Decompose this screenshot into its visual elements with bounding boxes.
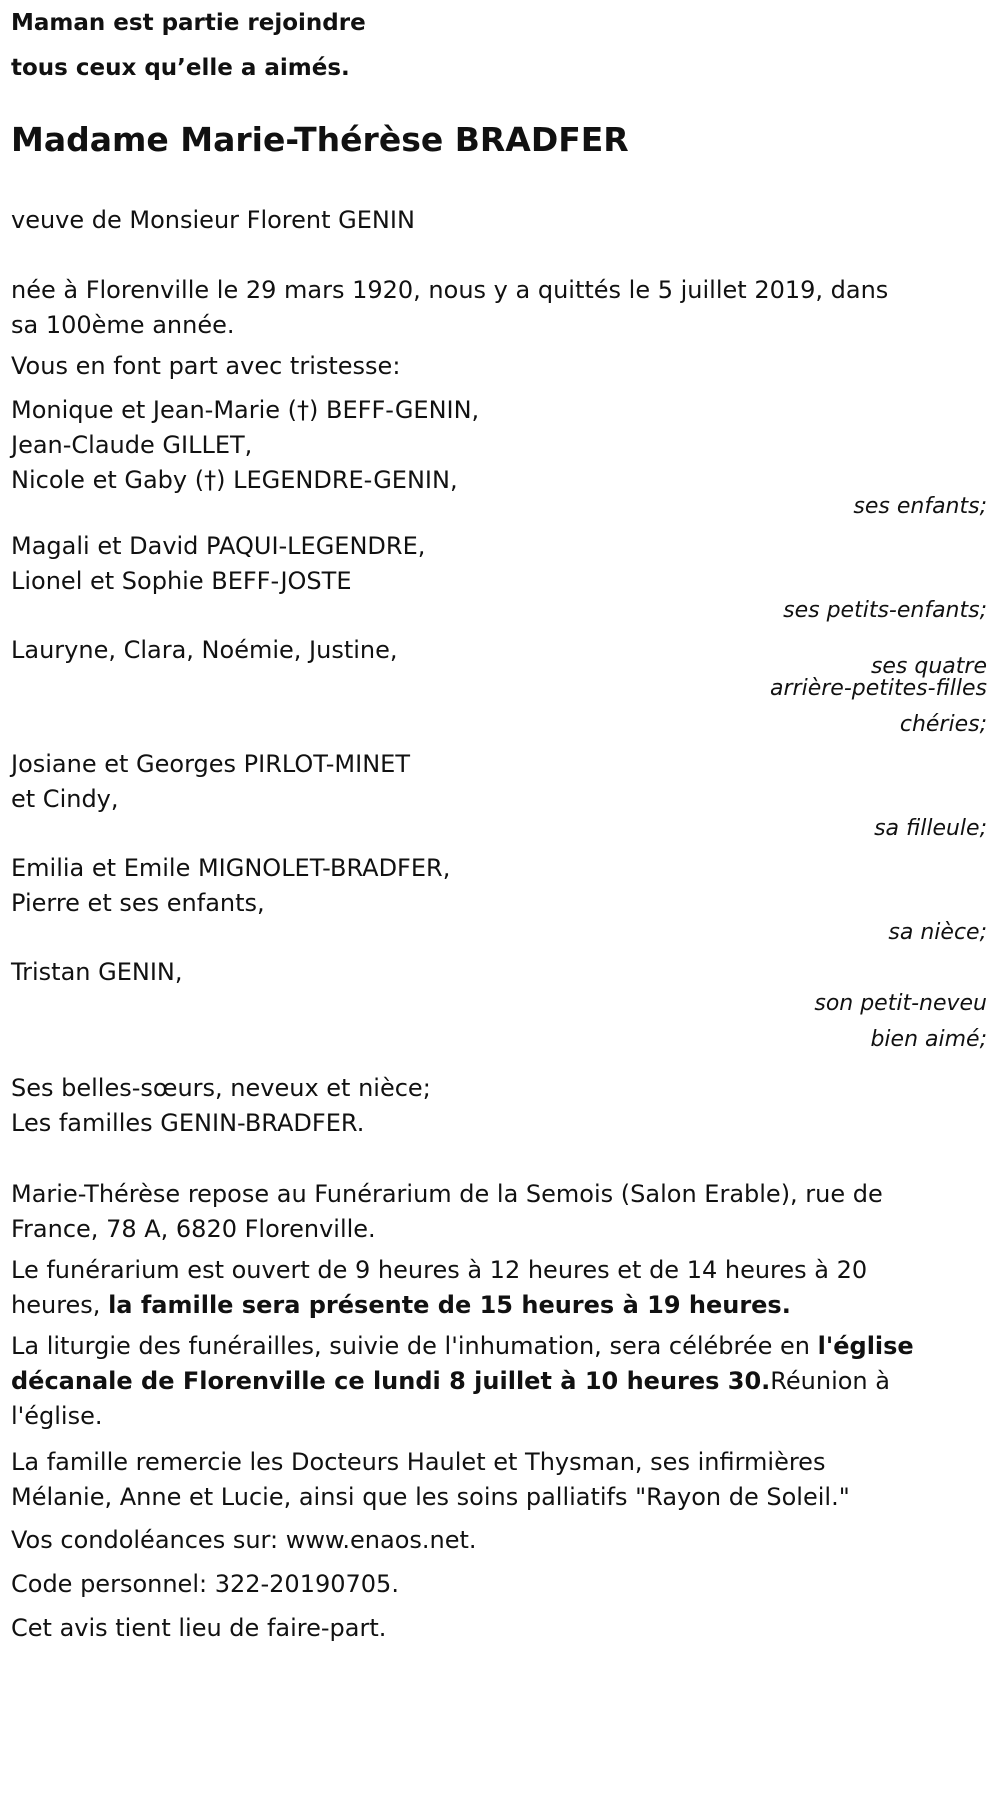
liturgy-paragraph xyxy=(11,1326,989,1436)
spouse-line: veuve de Monsieur Florent GENIN xyxy=(11,206,415,234)
relation-label: sa filleule; xyxy=(874,816,987,841)
relation-label: ses enfants; xyxy=(853,494,987,519)
repose-paragraph xyxy=(11,1174,989,1244)
family-names: Lauryne, Clara, Noémie, Justine, xyxy=(11,636,398,664)
family-names: Magali et David PAQUI-LEGENDRE, xyxy=(11,532,426,560)
relation-label: sa nièce; xyxy=(888,920,987,945)
relation-label: ses petits-enfants; xyxy=(783,598,987,623)
family-group xyxy=(11,390,989,520)
birth-death-line: sa 100ème année. xyxy=(11,311,235,339)
family-names: Monique et Jean-Marie (†) BEFF-GENIN, xyxy=(11,396,480,424)
hours-line xyxy=(11,1290,989,1320)
hours-line: Le funérarium est ouvert de 9 heures à 12 heures et de 14 heures à 20 xyxy=(11,1256,868,1284)
family-group xyxy=(11,630,989,738)
announcement: Vous en font part avec tristesse: xyxy=(11,352,401,380)
deceased-name: Madame Marie-Thérèse BRADFER xyxy=(11,120,629,159)
relation-label: arrière-petites-filles xyxy=(770,676,987,701)
liturgy-line xyxy=(11,1326,989,1366)
family-names: Pierre et ses enfants, xyxy=(11,889,265,917)
hours-paragraph xyxy=(11,1250,989,1320)
other-relatives-line: Les familles GENIN-BRADFER. xyxy=(11,1109,365,1137)
thanks-line: Mélanie, Anne et Lucie, ainsi que les soins palliatifs "Rayon de Soleil." xyxy=(11,1483,850,1511)
epigraph-line: tous ceux qu’elle a aimés. xyxy=(11,55,350,81)
liturgy-datetime: décanale de Florenville ce lundi 8 juillet à 10 heures 30. xyxy=(11,1367,771,1395)
relation-label: ses quatre xyxy=(870,654,987,679)
personal-code: Code personnel: 322-20190705. xyxy=(11,1570,399,1598)
condolences-line: Vos condoléances sur: www.enaos.net. xyxy=(11,1526,477,1554)
family-names: Tristan GENIN, xyxy=(11,958,183,986)
family-names: Nicole et Gaby (†) LEGENDRE-GENIN, xyxy=(11,466,458,494)
liturgy-place: l'église xyxy=(817,1332,914,1360)
family-group xyxy=(11,744,989,842)
notice-line: Cet avis tient lieu de faire-part. xyxy=(11,1614,387,1642)
family-group xyxy=(11,526,989,624)
family-list xyxy=(11,390,989,1058)
relation-label: son petit-neveu xyxy=(814,991,987,1016)
family-names: Emilia et Emile MIGNOLET-BRADFER, xyxy=(11,854,451,882)
epigraph-line: Maman est partie rejoindre xyxy=(11,10,366,36)
relation-label: bien aimé; xyxy=(870,1027,987,1052)
family-group xyxy=(11,848,989,946)
family-presence-hours: la famille sera présente de 15 heures à 19 heures. xyxy=(108,1291,791,1319)
repose-line: France, 78 A, 6820 Florenville. xyxy=(11,1215,376,1243)
family-names: Jean-Claude GILLET, xyxy=(11,431,253,459)
thanks-line: La famille remercie les Docteurs Haulet et Thysman, ses infirmières xyxy=(11,1448,826,1476)
liturgy-text: Réunion à xyxy=(770,1367,890,1395)
liturgy-text: La liturgie des funérailles, suivie de l'inhumation, sera célébrée en xyxy=(11,1332,818,1360)
relation-label: chéries; xyxy=(899,712,987,737)
family-names: Josiane et Georges PIRLOT-MINET xyxy=(11,750,410,778)
hours-text: heures, xyxy=(11,1291,109,1319)
thanks-paragraph xyxy=(11,1442,989,1512)
repose-line: Marie-Thérèse repose au Funérarium de la Semois (Salon Erable), rue de xyxy=(11,1180,883,1208)
birth-death-line: née à Florenville le 29 mars 1920, nous y a quittés le 5 juillet 2019, dans xyxy=(11,276,889,304)
other-relatives xyxy=(11,1068,989,1138)
liturgy-line: l'église. xyxy=(11,1402,103,1430)
family-names: et Cindy, xyxy=(11,785,119,813)
other-relatives-line: Ses belles-sœurs, neveux et nièce; xyxy=(11,1074,431,1102)
liturgy-line xyxy=(11,1366,989,1396)
family-names: Lionel et Sophie BEFF-JOSTE xyxy=(11,567,352,595)
family-group xyxy=(11,952,989,1058)
epigraph xyxy=(11,0,989,87)
birth-death-paragraph xyxy=(11,270,989,340)
